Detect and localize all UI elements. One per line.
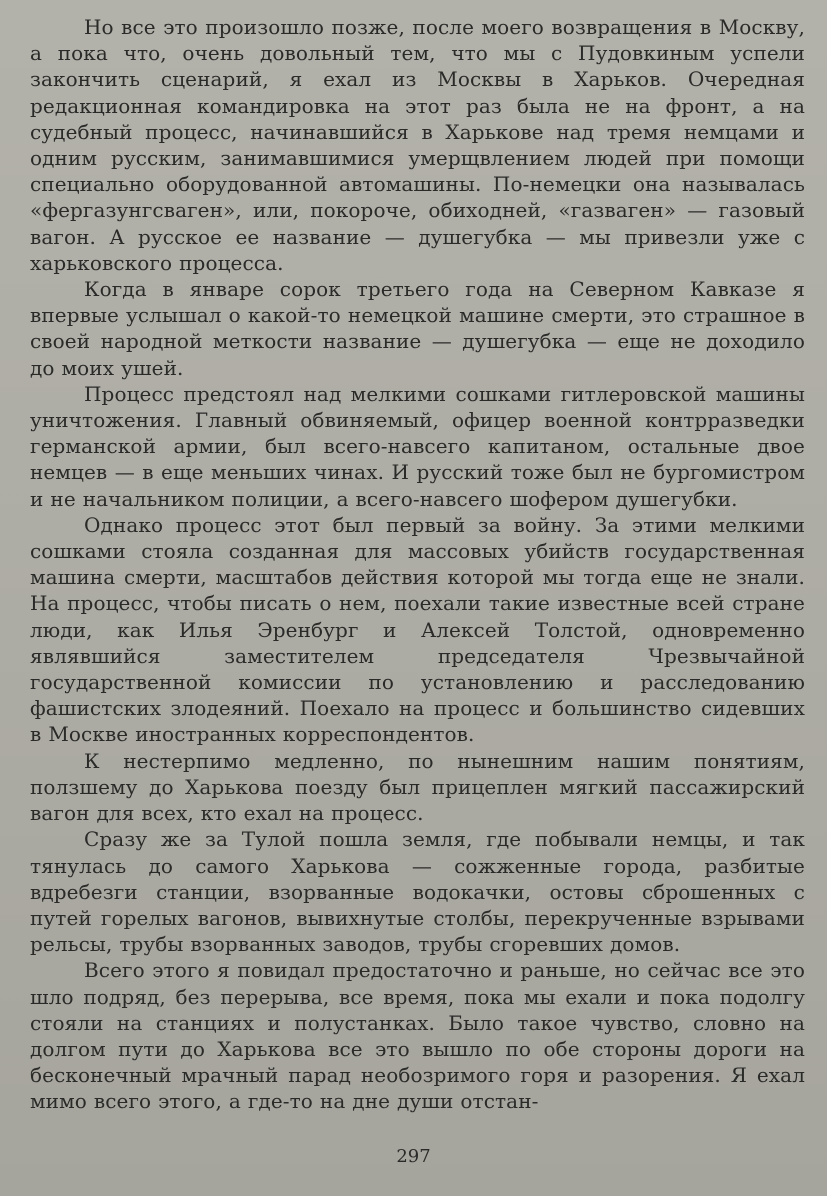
body-text bbox=[30, 14, 805, 1115]
paragraph-6: Сразу же за Тулой пошла земля, где побывали немцы, и так тянулась до самого Харькова — сожженные города, разбитые вдребезги станции, взорванные водокачки, остовы сброшенных с путей горелых вагонов, вывихнутые столбы, перекрученные взрывами рельсы, трубы взорванных заводов, трубы сгоревших домов. bbox=[30, 827, 805, 957]
paragraph-2: Когда в январе сорок третьего года на Северном Кавказе я впервые услышал о какой-то немецкой машине смерти, это страшное в своей народной меткости название — душегубка — еще не доходило до моих ушей. bbox=[30, 277, 805, 380]
paragraph-5: К нестерпимо медленно, по нынешним нашим понятиям, ползшему до Харькова поезду был прицеплен мягкий пассажирский вагон для всех, кто ехал на процесс. bbox=[30, 748, 805, 826]
paragraph-1: Но все это произошло позже, после моего возвращения в Москву, а пока что, очень довольный тем, что мы с Пудовкиным успели закончить сценарий, я ехал из Москвы в Харьков. Очередная редакционная командировка на этот раз была не на фронт, а на судебный процесс, начинавшийся в Харькове над тремя немцами и одним русским, занимавшимися умерщвлением людей при помощи специально оборудованной автомашины. По-немецки она называлась «фергазунгсваген», или, покороче, обиходней, «газваген» — газовый вагон. А русское ее название — душегубка — мы привезли уже с харьковского процесса. bbox=[30, 15, 805, 275]
paragraph-7: Всего этого я повидал предостаточно и раньше, но сейчас все это шло подряд, без перерыва, все время, пока мы ехали и пока подолгу стояли на станциях и полустанках. Было такое чувство, словно на долгом пути до Харькова все это вышло по обе стороны дороги на бесконечный мрачный парад необозримого горя и разорения. Я ехал мимо всего этого, а где-то на дне души отстан- bbox=[30, 958, 805, 1114]
paragraph-4: Однако процесс этот был первый за войну. За этими мелкими сошками стояла созданная для массовых убийств государственная машина смерти, масштабов действия которой мы тогда еще не знали. На процесс, чтобы писать о нем, поехали такие известные всей стране люди, как Илья Эренбург и Алексей Толстой, одновременно являвшийся заместителем председателя Чрезвычайной государственной комиссии по установлению и расследованию фашистских злодеяний. Поехало на процесс и большинство сидевших в Москве иностранных корреспондентов. bbox=[30, 512, 805, 747]
page-number: 297 bbox=[396, 1146, 431, 1167]
paragraph-3: Процесс предстоял над мелкими сошками гитлеровской машины уничтожения. Главный обвиняемый, офицер военной контрразведки германской армии, был всего-навсего капитаном, остальные двое немцев — в еще меньших чинах. И русский тоже был не бургомистром и не начальником полиции, а всего-навсего шофером душегубки. bbox=[30, 381, 805, 511]
